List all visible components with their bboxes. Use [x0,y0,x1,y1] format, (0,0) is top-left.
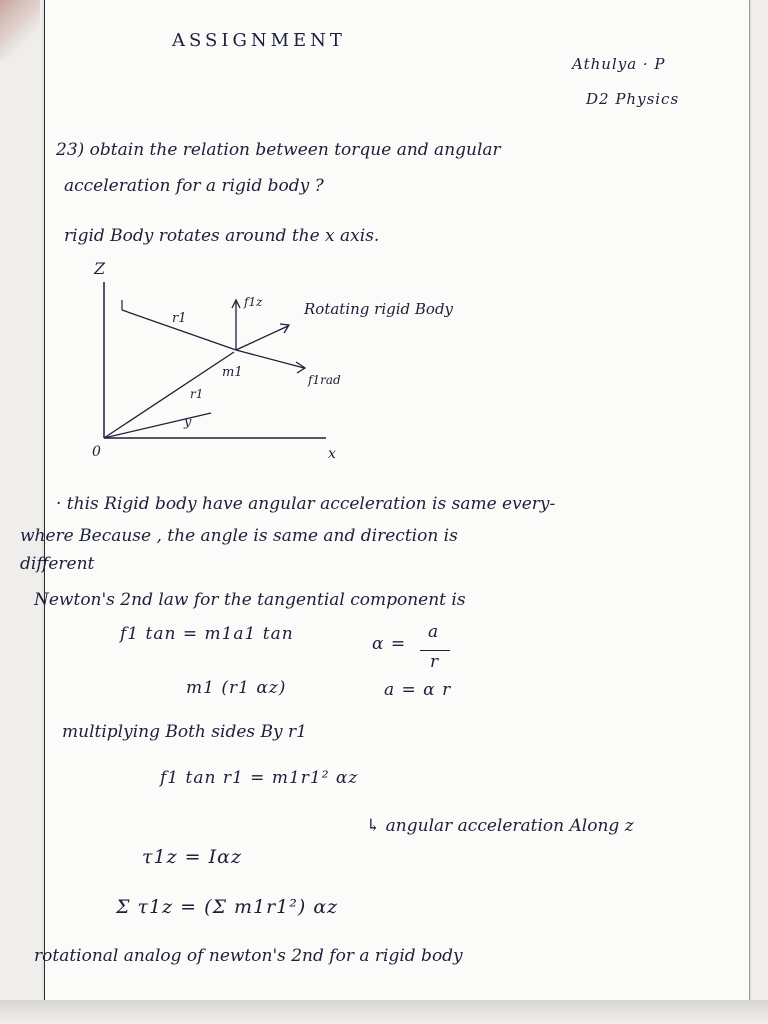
alpha-definition-lhs: α = [372,634,407,654]
page-corner-shadow [0,0,40,60]
position-vector [104,352,234,438]
r1-diagonal-label: r1 [190,387,204,401]
body-line-1: · this Rigid body have angular acceleration is same every- [56,494,556,514]
conclusion-line: rotational analog of newton's 2nd for a rigid body [34,946,463,966]
body-line-4: Newton's 2nd law for the tangential component is [34,590,466,610]
question-line-2: acceleration for a rigid body ? [64,176,324,196]
axis-x-label: x [328,446,336,462]
alpha-numerator: a [428,622,440,642]
equation-torque-expanded: f1 tan r1 = m1r1² αz [160,768,359,788]
equation-sum-torque: Σ τ1z = (Σ m1r1²) αz [116,896,339,918]
rigid-body-diagram [86,258,454,468]
m1-label: m1 [222,365,243,380]
angular-acceleration-note: ↳ angular acceleration Along z [366,816,634,836]
radial-arrow [236,350,304,368]
course-name: D2 Physics [586,90,680,108]
question-line-1: 23) obtain the relation between torque and angular [56,140,501,160]
body-line-3: different [20,554,95,574]
tangential-arrow [236,326,288,350]
rotating-body-label: Rotating rigid Body [304,300,454,318]
f1z-label: f1z [244,295,263,309]
fraction-bar [420,650,450,651]
f1rad-label: f1rad [308,373,341,387]
assignment-title: ASSIGNMENT [172,30,346,51]
page-bottom-shadow [0,1000,768,1024]
multiplying-statement: multiplying Both sides By r1 [62,722,307,742]
axis-z-label: Z [94,259,106,278]
linear-angular-relation: a = α r [384,680,452,700]
equation-mass-radius: m1 (r1 αz) [186,678,287,698]
author-name: Athulya · P [572,55,666,73]
body-line-2: where Because , the angle is same and direction is [20,526,458,546]
intro-statement: rigid Body rotates around the x axis. [64,226,380,246]
origin-label: 0 [92,444,101,460]
r1-label: r1 [172,311,187,326]
equation-torque-inertia: τ1z = Iαz [142,846,242,868]
axis-y-label: y [184,415,192,430]
y-axis-line [104,413,211,438]
alpha-denominator: r [430,652,440,672]
equation-tangential-force: f1 tan = m1a1 tan [120,624,294,644]
